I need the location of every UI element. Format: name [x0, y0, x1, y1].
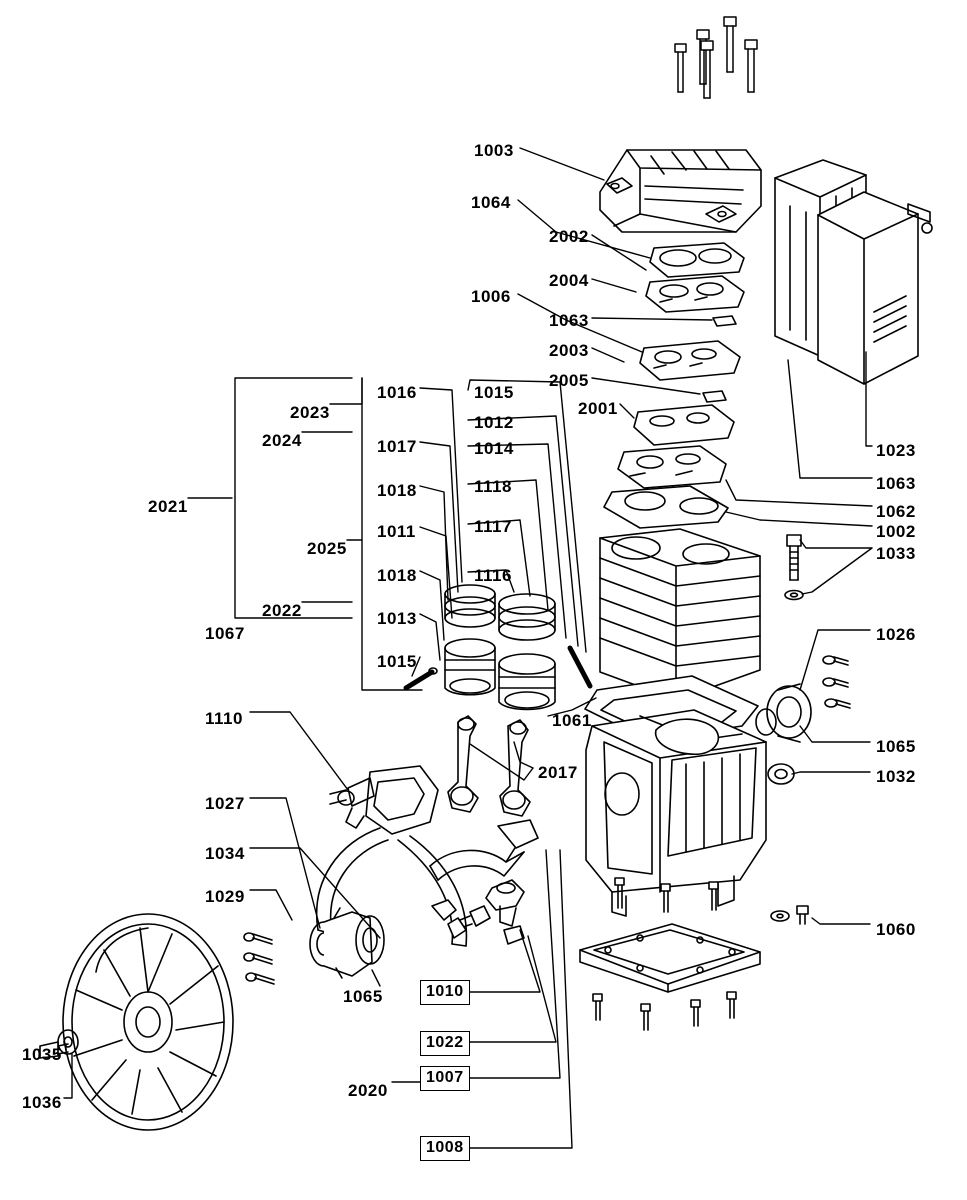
callout-2004: 2004 [549, 271, 589, 290]
callout-1110: 1110 [205, 709, 243, 728]
callout-1032: 1032 [876, 767, 916, 786]
callout-1026: 1026 [876, 625, 916, 644]
callout-2024: 2024 [262, 431, 302, 450]
callout-1117: 1117 [474, 517, 512, 536]
part-gasket-1002 [604, 486, 728, 528]
callout-1065-b: 1065 [876, 737, 916, 756]
part-bearing-plate-1065-left [310, 908, 384, 978]
callout-2002: 2002 [549, 227, 589, 246]
callout-1015-b: 1015 [377, 652, 417, 671]
callout-1007: 1007 [420, 1066, 470, 1091]
callout-1016: 1016 [377, 383, 417, 402]
part-small-plate-1063-a [713, 316, 736, 326]
callout-2020: 2020 [348, 1081, 388, 1100]
callout-1065-a: 1065 [343, 987, 383, 1006]
part-valve-plate-2003 [640, 341, 740, 380]
part-cylinder-head-1003 [600, 150, 761, 232]
callout-2022: 2022 [262, 601, 302, 620]
callout-1116: 1116 [474, 566, 512, 585]
part-bearing-flange-1026 [756, 684, 811, 742]
callout-1006: 1006 [471, 287, 511, 306]
callout-1011: 1011 [377, 522, 416, 541]
callout-1034: 1034 [205, 844, 245, 863]
part-crankshaft-flange-1110 [330, 766, 438, 834]
part-connecting-rod-left [448, 716, 478, 812]
callout-1063-b: 1063 [876, 474, 916, 493]
bolt-group-1029 [244, 933, 274, 984]
callout-1014: 1014 [474, 439, 514, 458]
part-valve-plate-2001 [634, 405, 734, 445]
callout-1008: 1008 [420, 1136, 470, 1161]
callout-1061: 1061 [552, 711, 592, 730]
callout-1036: 1036 [22, 1093, 62, 1112]
callout-1015-a: 1015 [474, 383, 514, 402]
part-seal-1032-right [768, 764, 794, 784]
callout-1018-a: 1018 [377, 481, 417, 500]
callout-1018-b: 1018 [377, 566, 417, 585]
top-bolt-group [675, 17, 757, 98]
part-bolt-1033 [785, 535, 803, 600]
part-piston-left [445, 639, 495, 695]
callout-1022: 1022 [420, 1031, 470, 1056]
callout-2005: 2005 [549, 371, 589, 390]
callout-1064: 1064 [471, 193, 511, 212]
bolt-group-1026 [823, 656, 850, 708]
part-valve-group-2020 [460, 880, 524, 944]
callout-2021: 2021 [148, 497, 188, 516]
bolt-group-1060-bottom [593, 992, 736, 1030]
callout-1033: 1033 [876, 544, 916, 563]
callout-1060: 1060 [876, 920, 916, 939]
part-base-plate-1060 [580, 924, 760, 992]
callout-1003: 1003 [474, 141, 514, 160]
part-piston-right [499, 654, 555, 710]
callout-1067: 1067 [205, 624, 245, 643]
part-valve-plate-2004 [646, 276, 744, 312]
callout-1062: 1062 [876, 502, 916, 521]
part-flywheel-1036 [63, 914, 233, 1130]
callout-1017: 1017 [377, 437, 417, 456]
callout-1013: 1013 [377, 609, 417, 628]
part-piston-rings-left [445, 585, 495, 627]
part-cylinder-block-finned [600, 529, 760, 700]
part-wrist-pin-1015 [406, 668, 437, 688]
part-connecting-rod-right [500, 720, 530, 816]
part-head-gasket-1062 [618, 446, 726, 488]
part-filter-cover-1063-b [818, 192, 932, 384]
callout-2017: 2017 [538, 763, 578, 782]
part-crankcase-body [586, 710, 766, 916]
part-reed-2005 [703, 391, 726, 402]
callout-2001: 2001 [578, 399, 618, 418]
callout-2003: 2003 [549, 341, 589, 360]
callout-1027: 1027 [205, 794, 245, 813]
callout-1002: 1002 [876, 522, 916, 541]
callout-1010: 1010 [420, 980, 470, 1005]
callout-2023: 2023 [290, 403, 330, 422]
callout-2025: 2025 [307, 539, 347, 558]
callout-1029: 1029 [205, 887, 245, 906]
part-gasket-1064 [650, 243, 744, 277]
callout-1023: 1023 [876, 441, 916, 460]
callout-1063-a: 1063 [549, 311, 589, 330]
callout-1012: 1012 [474, 413, 514, 432]
callout-1035: 1035 [22, 1045, 62, 1064]
part-wrist-pin-1015-b [570, 648, 590, 686]
callout-1118: 1118 [474, 477, 512, 496]
